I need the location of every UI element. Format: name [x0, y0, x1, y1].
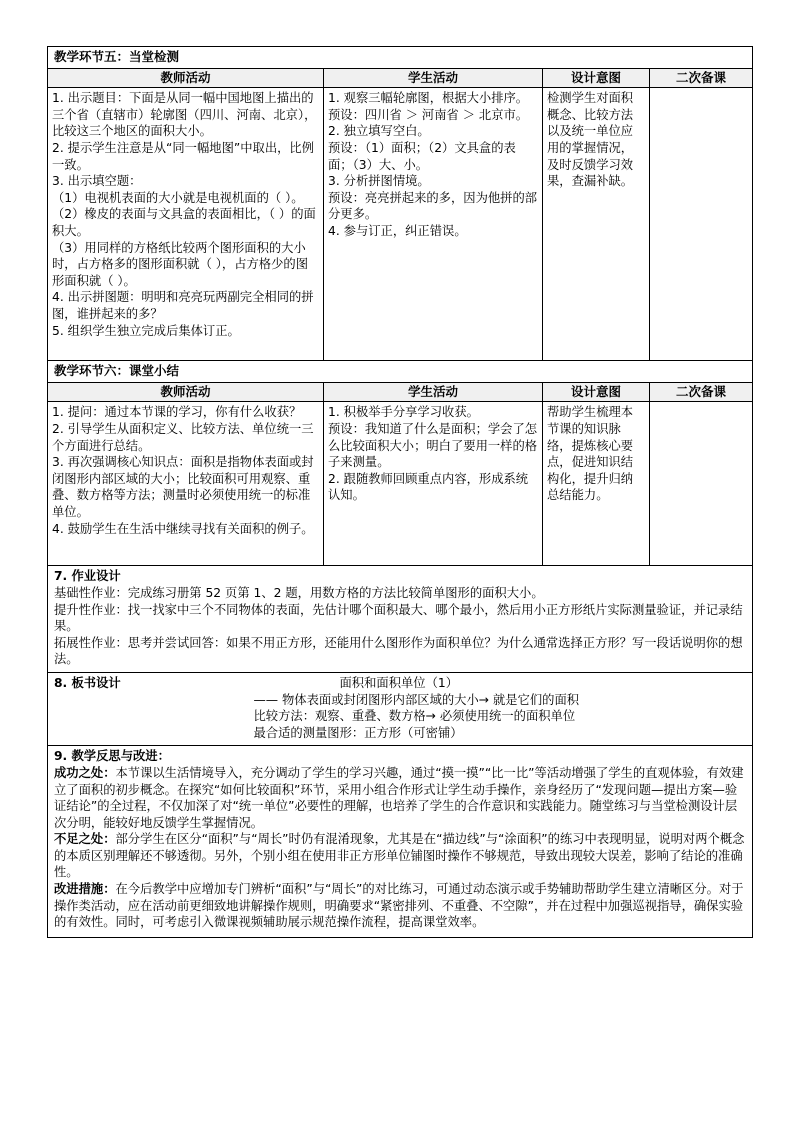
section5-header-teacher: 教师活动 [48, 68, 324, 88]
list-item: 4. 出示拼图题：明明和亮亮玩两副完全相同的拼图，谁拼起来的多？ [52, 290, 314, 321]
list-item: 3. 再次强调核心知识点：面积是指物体表面或封闭图形内部区域的大小；比较面积可用观察、重叠、数方格等方法；测量时必须使用统一的标准单位。 [52, 455, 314, 519]
list-item: 预设：四川省 ＞ 河南省 ＞ 北京市。 [328, 107, 529, 122]
reflection-title: 9. 教学反思与改进： [54, 749, 170, 764]
section5-title: 教学环节五：当堂检测 [48, 47, 753, 69]
reflection-text: 在今后教学中应增加专门辨析“面积”与“周长”的对比练习，可通过动态演示或手势辅助帮助学生建立清晰区分。对于操作类活动，应在活动前更细致地讲解操作规则，明确要求“紧密排列、不重叠、不空隙”，并在过程中加强巡视指导，确保实验的有效性。同时，可考虑引入微课视频辅助展示规范操作流程，提高课堂效率。 [54, 882, 744, 930]
section5-header-second: 二次备课 [650, 68, 753, 88]
board-heading: 面积和面积单位（1） [339, 675, 458, 690]
list-item: 2. 跟随教师回顾重点内容，形成系统认知。 [328, 471, 529, 503]
homework-basic: 基础性作业：完成练习册第 52 页第 1、2 题，用数方格的方法比较简单图形的面积大小。 [54, 585, 544, 600]
list-item: 4. 鼓励学生在生活中继续寻找有关面积的例子。 [52, 521, 314, 536]
list-item: 2. 引导学生从面积定义、比较方法、单位统一三个方面进行总结。 [52, 421, 314, 453]
section6-teacher-cell [48, 402, 324, 566]
list-item: （1）电视机表面的大小就是电视机面的（ ）。 [52, 190, 304, 205]
reflection-improvement [54, 881, 746, 931]
section5-header-student: 学生活动 [324, 68, 543, 88]
list-item: （3）用同样的方格纸比较两个图形面积的大小时，占方格多的图形面积就（ ），占方格少的图形面积就（ ）。 [52, 240, 308, 288]
board-line-1: —— 物体表面或封闭图形内部区域的大小→ 就是它们的面积 [253, 692, 580, 707]
reflection-shortcoming [54, 831, 746, 881]
list-item: 1. 出示题目：下面是从同一幅中国地图上描出的三个省（直辖市）轮廓图（四川、河南、北京），比较这三个地区的面积大小。 [52, 91, 317, 139]
section6-header-teacher: 教师活动 [48, 382, 324, 402]
board-title: 8. 板书设计 [48, 672, 324, 745]
section6-intent-cell: 帮助学生梳理本节课的知识脉络，提炼核心要点，促进知识结构化，提升归纳总结能力。 [543, 402, 650, 566]
section6-header-student: 学生活动 [324, 382, 543, 402]
reflection-label: 不足之处： [54, 832, 116, 847]
lesson-plan-page [47, 46, 752, 938]
reflection-label: 成功之处： [54, 765, 116, 780]
list-item: 预设：我知道了什么是面积；学会了怎么比较面积大小；明白了要用一样的格子来测量。 [328, 421, 538, 470]
reflection-section [48, 746, 753, 938]
section6-second-cell [650, 402, 753, 566]
list-item: 预设：亮亮拼起来的多，因为他拼的部分更多。 [328, 190, 538, 222]
section6-header-second: 二次备课 [650, 382, 753, 402]
section6-title: 教学环节六：课堂小结 [48, 361, 753, 383]
section5-intent-cell: 检测学生对面积概念、比较方法以及统一单位应用的掌握情况，及时反馈学习效果，查漏补缺。 [543, 88, 650, 361]
list-item: 5. 组织学生独立完成后集体订正。 [52, 323, 240, 338]
board-line-3: 最合适的测量图形：正方形（可密铺） [253, 725, 463, 740]
section6-header-intent: 设计意图 [543, 382, 650, 402]
homework-title: 7. 作业设计 [54, 569, 121, 584]
reflection-text: 本节课以生活情境导入，充分调动了学生的学习兴趣，通过“摸一摸”“比一比”等活动增强了学生的直观体验，有效建立了面积的初步概念。在探究“如何比较面积”环节，采用小组合作形式让学生动手操作，亲身经历了“发现问题—提出方案—验证结论”的全过程，不仅加深了对“统一单位”必要性的理解，也培养了学生的合作意识和实践能力。随堂练习与当堂检测设计层次分明，能较好地反馈学生掌握情况。 [54, 765, 744, 830]
list-item: 2. 独立填写空白。 [328, 124, 430, 139]
board-line-2: 比较方法：观察、重叠、数方格→ 必须使用统一的面积单位 [253, 709, 576, 724]
section5-teacher-cell [48, 88, 324, 361]
list-item: 1. 提问：通过本节课的学习，你有什么收获？ [52, 405, 302, 420]
section5-student-cell [324, 88, 543, 361]
homework-advanced: 提升性作业：找一找家中三个不同物体的表面，先估计哪个面积最大、哪个最小，然后用小正方形纸片实际测量验证，并记录结果。 [54, 602, 743, 634]
homework-section [48, 566, 753, 673]
section5-header-intent: 设计意图 [543, 68, 650, 88]
list-item: 2. 提示学生注意是从“同一幅地图”中取出，比例一致。 [52, 140, 315, 172]
reflection-label: 改进措施： [54, 882, 116, 897]
section5-second-cell [650, 88, 753, 361]
list-item: 4. 参与订正，纠正错误。 [328, 223, 467, 238]
reflection-success [54, 765, 746, 831]
reflection-text: 部分学生在区分“面积”与“周长”时仍有混淆现象，尤其是在“描边线”与“涂面积”的练习中表现明显，说明对两个概念的本质区别理解还不够透彻。另外，个别小组在使用非正方形单位铺图时操作不够规范，导致出现较大误差，影响了结论的准确性。 [54, 832, 745, 880]
list-item: 1. 观察三幅轮廓图，根据大小排序。 [328, 91, 529, 106]
list-item: 1. 积极举手分享学习收获。 [328, 405, 479, 420]
homework-extended: 拓展性作业：思考并尝试回答：如果不用正方形，还能用什么图形作为面积单位？为什么通常选择正方形？写一段话说明你的想法。 [54, 635, 743, 667]
list-item: （2）橡皮的表面与文具盒的表面相比，（ ）的面积大。 [52, 207, 316, 238]
list-item: 3. 出示填空题： [52, 174, 142, 189]
list-item: 预设：（1）面积；（2）文具盒的表面；（3）大、小。 [328, 140, 516, 172]
board-content [253, 672, 753, 745]
section6-student-cell [324, 402, 543, 566]
lesson-plan-table [47, 46, 753, 938]
list-item: 3. 分析拼图情境。 [328, 174, 430, 189]
